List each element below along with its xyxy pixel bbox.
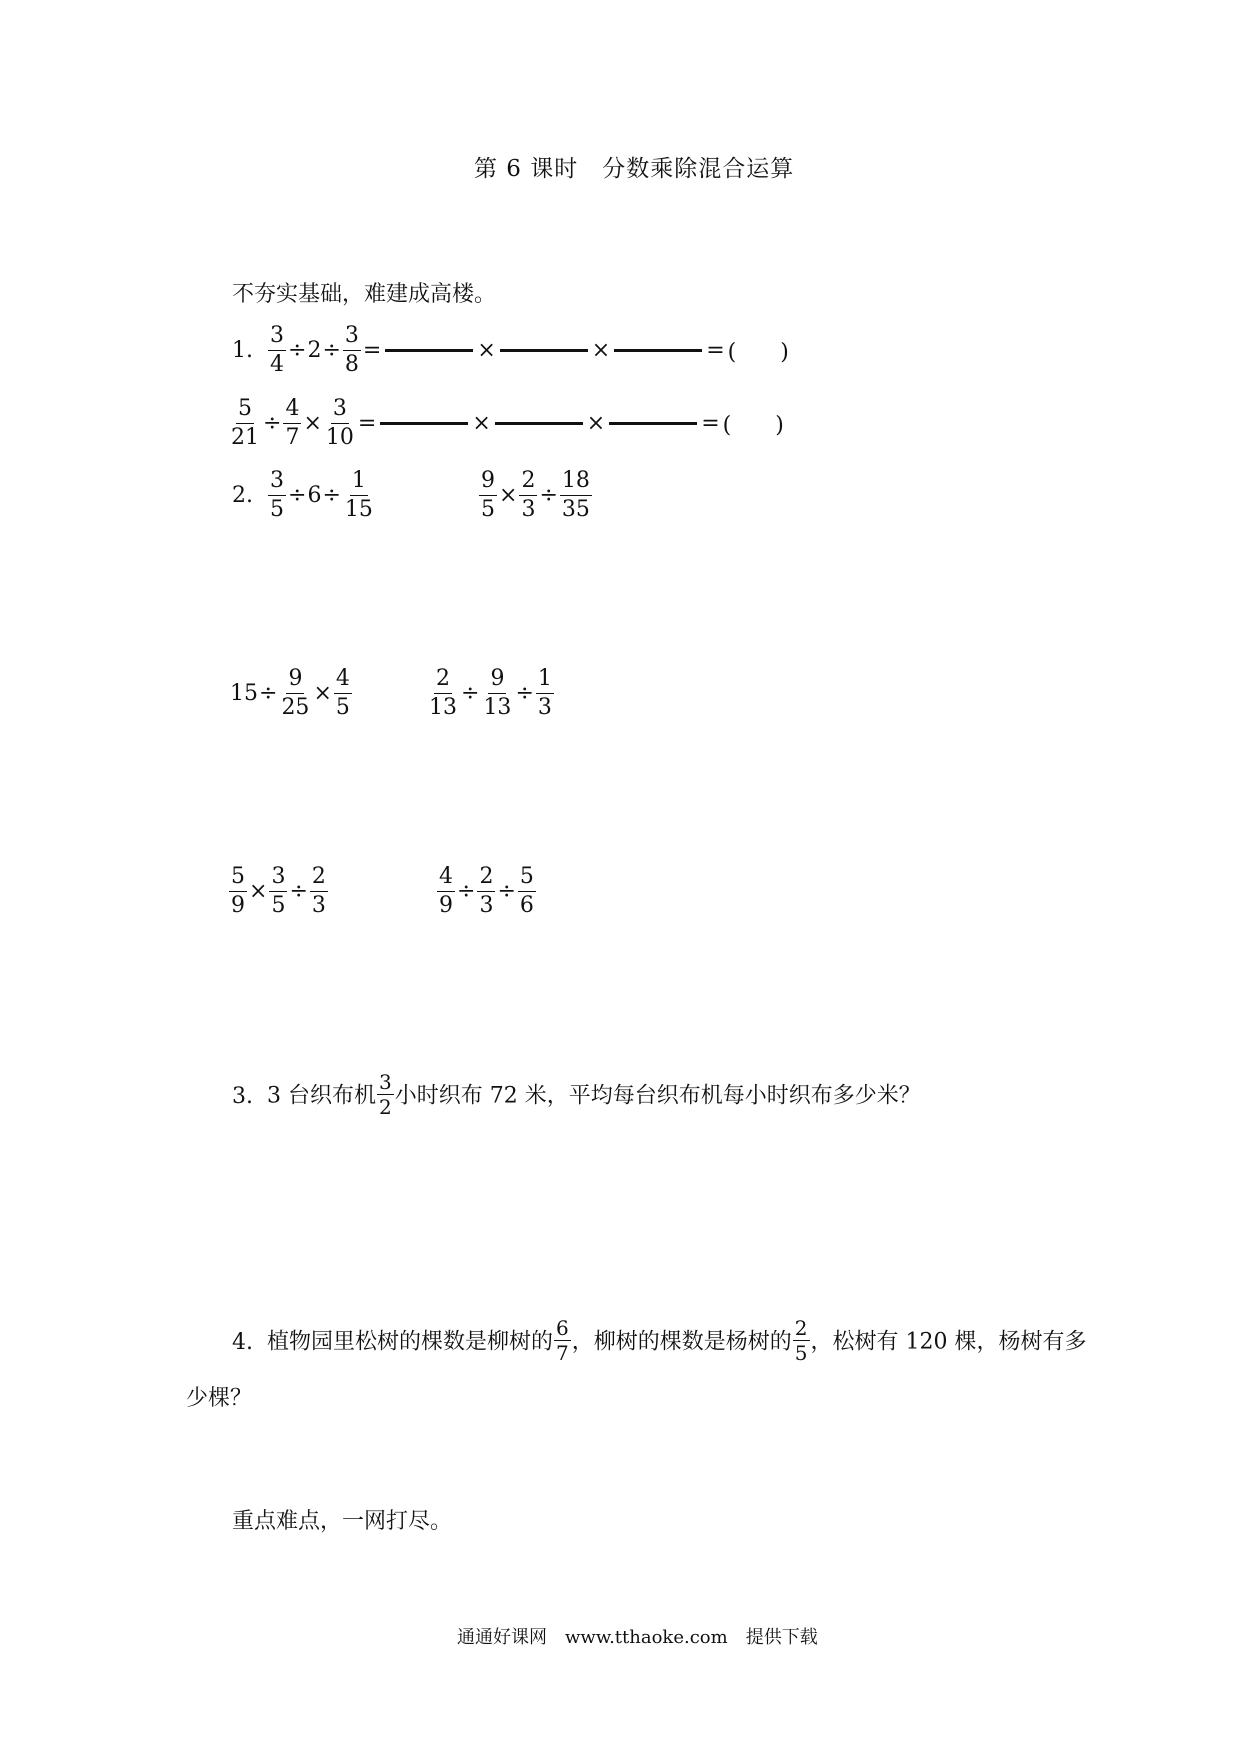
- fraction: $\frac{2}{5}$: [794, 1316, 808, 1365]
- fraction: $\frac{6}{7}$: [556, 1316, 569, 1365]
- q2-expression-6: $\frac{4}{9}$ ÷ $\frac{2}{3}$ ÷ $\frac{5}{6}$: [439, 864, 534, 918]
- fraction: $\frac{3}{2}$: [379, 1070, 392, 1119]
- fraction: $\frac{4}{5}$: [335, 666, 350, 720]
- q1-row1: 1. $\frac{3}{4}$ ÷ 2 ÷ $\frac{3}{8}$ = × × = ( ): [232, 323, 789, 377]
- question-number: 3.: [232, 1083, 253, 1109]
- fraction: $\frac{5}{21}$: [231, 396, 259, 450]
- fraction: $\frac{18}{35}$: [561, 468, 590, 522]
- fraction: $\frac{5}{6}$: [519, 864, 534, 918]
- q2-expression-1: 2. $\frac{3}{5}$ ÷ 6 ÷ $\frac{1}{15}$: [232, 468, 373, 522]
- fraction: $\frac{2}{3}$: [521, 468, 536, 522]
- fraction: $\frac{9}{5}$: [481, 468, 495, 522]
- question-number: 2.: [232, 483, 253, 508]
- page-title: 第 6 课时 分数乘除混合运算: [474, 156, 795, 182]
- fraction: $\frac{2}{13}$: [429, 666, 457, 720]
- question-4-line2: 少棵？: [186, 1386, 253, 1411]
- fraction: $\frac{5}{9}$: [231, 864, 245, 918]
- fraction: $\frac{4}{7}$: [285, 396, 300, 450]
- answer-blank[interactable]: [385, 349, 473, 352]
- fraction: $\frac{3}{10}$: [325, 396, 354, 450]
- answer-blank[interactable]: [495, 422, 583, 425]
- question-number: 1.: [232, 338, 253, 363]
- fraction: $\frac{3}{8}$: [344, 323, 359, 377]
- q1-row2: $\frac{5}{21}$ ÷ $\frac{4}{7}$ × $\frac{3}{10}$ = × × = ( ): [231, 396, 784, 450]
- footer-text: 通通好课网 www.tthaoke.com 提供下载: [457, 1627, 818, 1648]
- answer-parentheses[interactable]: ( ): [727, 340, 789, 365]
- question-3: 3. 3 台织布机 $\frac{3}{2}$ 小时织布 72 米，平均每台织布机每小时织布多少米？: [232, 1070, 921, 1119]
- answer-parentheses[interactable]: ( ): [722, 413, 784, 438]
- answer-blank[interactable]: [380, 422, 468, 425]
- answer-blank[interactable]: [500, 349, 588, 352]
- fraction: $\frac{9}{25}$: [281, 666, 310, 720]
- section-heading-basics: 不夯实基础，难建成高楼。: [232, 282, 497, 307]
- fraction: $\frac{3}{5}$: [271, 864, 286, 918]
- answer-blank[interactable]: [614, 349, 702, 352]
- fraction: $\frac{4}{9}$: [439, 864, 453, 918]
- fraction: $\frac{1}{3}$: [537, 666, 552, 720]
- fraction: $\frac{2}{3}$: [479, 864, 494, 918]
- fraction: $\frac{3}{5}$: [270, 468, 284, 522]
- question-number: 4.: [232, 1329, 253, 1355]
- q2-expression-3: 15 ÷ $\frac{9}{25}$ × $\frac{4}{5}$: [230, 666, 350, 720]
- fraction: $\frac{9}{13}$: [483, 666, 512, 720]
- fraction: $\frac{1}{15}$: [344, 468, 373, 522]
- section-heading-key-points: 重点难点，一网打尽。: [232, 1509, 453, 1534]
- answer-blank[interactable]: [609, 422, 697, 425]
- q2-expression-5: $\frac{5}{9}$ × $\frac{3}{5}$ ÷ $\frac{2}{3}$: [231, 864, 326, 918]
- fraction: $\frac{2}{3}$: [311, 864, 326, 918]
- q2-expression-4: $\frac{2}{13}$ ÷ $\frac{9}{13}$ ÷ $\frac{1}{3}$: [429, 666, 552, 720]
- question-4: 4. 植物园里松树的棵数是柳树的 $\frac{6}{7}$ ，柳树的棵数是杨树的 $\frac{2}{5}$ ，松树有 120 棵，杨树有多: [232, 1316, 1087, 1365]
- q2-expression-2: $\frac{9}{5}$ × $\frac{2}{3}$ ÷ $\frac{18}{35}$: [481, 468, 590, 522]
- fraction: $\frac{3}{4}$: [270, 323, 284, 377]
